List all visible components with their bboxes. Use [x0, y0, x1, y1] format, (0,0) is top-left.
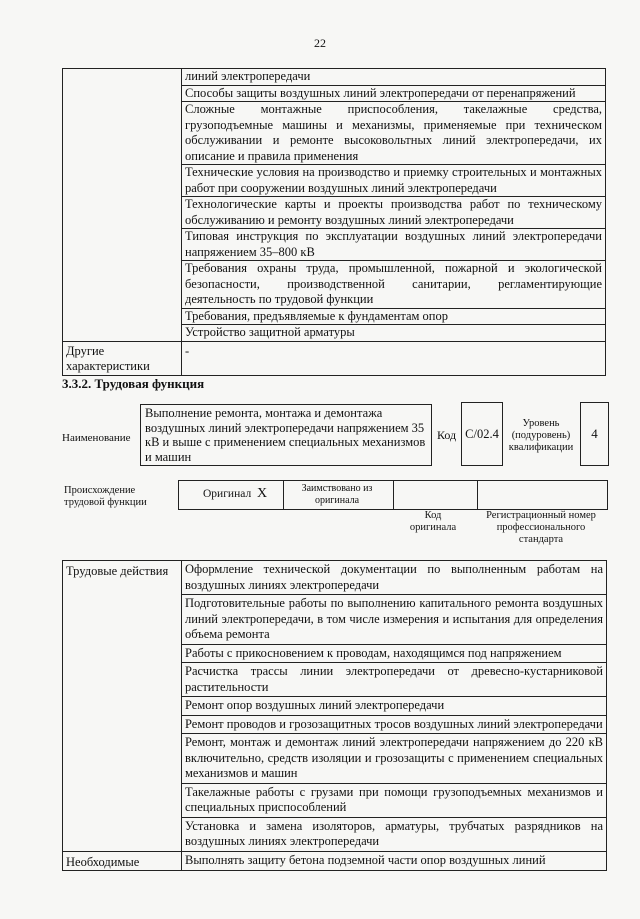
table-cell: Оформление технической документации по выполненным работам на воздушных линиях электропередачи — [182, 561, 607, 595]
table-cell: Установка и замена изоляторов, арматуры, трубчатых разрядников на воздушных линиях электропередачи — [182, 817, 607, 851]
code-value: C/02.4 — [465, 426, 499, 441]
table-cell: Способы защиты воздушных линий электропередачи от перенапряжений — [182, 85, 606, 102]
origin-table — [178, 480, 608, 510]
table-cell: Требования охраны труда, промышленной, пожарной и экологической безопасности, производственной санитарии, регламентирующие деятельность по трудовой функции — [182, 261, 606, 309]
origin-label: Происхождение трудовой функции — [64, 485, 147, 508]
reg-number-caption: Регистрационный номер профессионального стандарта — [486, 510, 596, 545]
table-cell: Работы с прикосновением к проводам, находящимся под напряжением — [182, 644, 607, 663]
original-label: Оригинал — [203, 488, 252, 500]
table-row — [63, 851, 607, 871]
table-cell: Ремонт опор воздушных линий электропередачи — [182, 697, 607, 716]
original-mark: X — [257, 486, 268, 501]
other-characteristics-value: - — [182, 341, 606, 375]
actions-table — [62, 560, 607, 871]
table-row — [63, 561, 607, 595]
table-row — [63, 69, 606, 86]
level-value: 4 — [591, 426, 598, 441]
table-cell: Сложные монтажные приспособления, такелажные средства, грузоподъемные машины и механизмы, применяемые при техническом обслуживании и ремонте высоковольтных линий электропередачи, их описание и правила применения — [182, 102, 606, 165]
function-name: Выполнение ремонта, монтажа и демонтажа воздушных линий электропередачи напряжением 35 кВ и выше с применением специальных механизмов и машин — [145, 406, 426, 464]
skills-label: Необходимые — [63, 851, 182, 871]
table-cell: Такелажные работы с грузами при помощи грузоподъемных механизмов и специальных приспособлений — [182, 783, 607, 817]
table-cell: Выполнять защиту бетона подземной части опор воздушных линий — [182, 851, 607, 871]
name-label: Наименование — [62, 432, 131, 444]
code-original-caption: Код оригинала — [409, 510, 457, 533]
table-cell: Устройство защитной арматуры — [182, 325, 606, 342]
table-cell: Подготовительные работы по выполнению капитального ремонта воздушных линий электропередачи, в том числе измерения и испытания для определения объема ремонта — [182, 595, 607, 645]
level-label: Уровень (подуровень) квалификации — [508, 418, 574, 453]
function-name-box — [140, 404, 432, 466]
table-cell: Типовая инструкция по эксплуатации воздушных линий электропередачи напряжением 35–800 кВ — [182, 229, 606, 261]
table-cell: Ремонт проводов и грозозащитных тросов воздушных линий электропередачи — [182, 715, 607, 734]
actions-label: Трудовые действия — [63, 561, 182, 852]
section-title: 3.3.2. Трудовая функция — [62, 376, 205, 391]
borrowed-label: Заимствовано из оригинала — [301, 483, 373, 506]
divider — [393, 481, 394, 509]
table-cell: Технические условия на производство и приемку строительных и монтажных работ при сооружении воздушных линий электропередачи — [182, 165, 606, 197]
code-box — [461, 402, 503, 466]
divider — [283, 481, 284, 509]
table-cell: Требования, предъявляемые к фундаментам опор — [182, 308, 606, 325]
divider — [477, 481, 478, 509]
level-box — [580, 402, 609, 466]
code-label: Код — [437, 428, 457, 442]
page-number: 22 — [314, 36, 326, 50]
row-label-cell — [63, 69, 182, 342]
knowledge-table — [62, 68, 606, 376]
table-cell: Технологические карты и проекты производства работ по техническому обслуживанию и ремонту воздушных линий электропередачи — [182, 197, 606, 229]
table-cell: Расчистка трассы линии электропередачи от древесно-кустарниковой растительности — [182, 663, 607, 697]
table-cell: линий электропередачи — [182, 69, 606, 86]
table-row — [63, 341, 606, 375]
table-cell: Ремонт, монтаж и демонтаж линий электропередачи напряжением до 220 кВ включительно, средств изоляции и грозозащиты с применением специальных механизмов и машин — [182, 734, 607, 784]
other-characteristics-label: Другие характеристики — [63, 341, 182, 375]
